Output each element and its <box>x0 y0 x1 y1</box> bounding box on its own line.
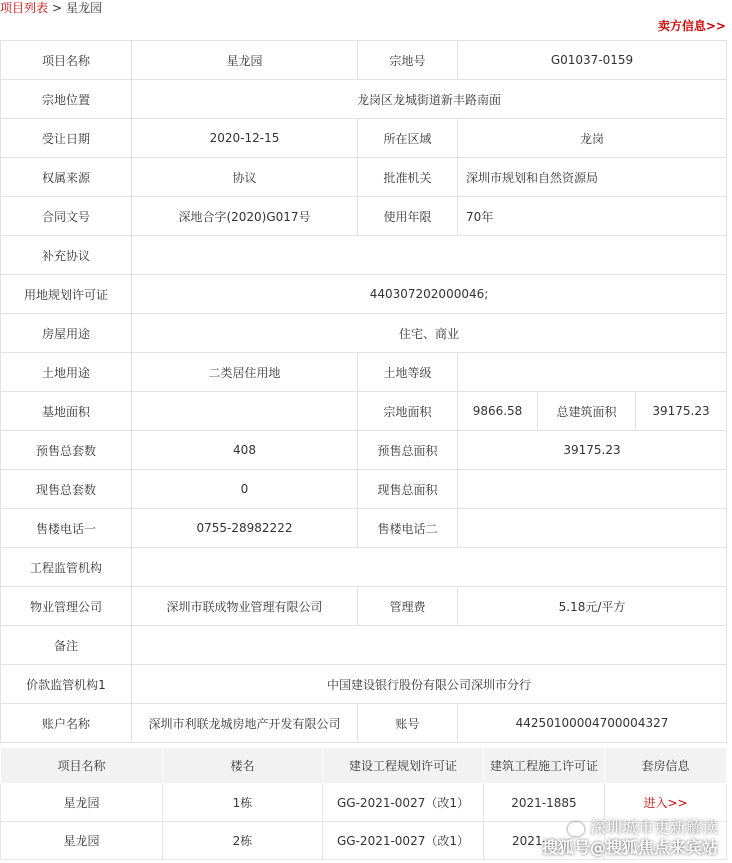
supervision-label: 工程监管机构 <box>1 548 132 587</box>
presale-area-label: 预售总面积 <box>358 431 458 470</box>
land-permit-label: 用地规划许可证 <box>1 275 132 314</box>
project-name-label: 项目名称 <box>1 41 132 80</box>
region-label: 所在区域 <box>358 119 458 158</box>
contract-no-value: 深地合字(2020)G017号 <box>132 197 358 236</box>
price-supervision-label: 价款监管机构1 <box>1 665 132 704</box>
base-area-value <box>132 392 358 431</box>
table-row <box>1 548 727 587</box>
watermark-line2: 搜狐号@搜狐焦点来宾站 <box>541 838 718 857</box>
table-row <box>1 158 727 197</box>
building-project-name: 星龙园 <box>1 822 163 860</box>
housing-use-value: 住宅、商业 <box>132 314 727 353</box>
property-mgmt-label: 物业管理公司 <box>1 587 132 626</box>
table-row <box>1 431 727 470</box>
transfer-date-value: 2020-12-15 <box>132 119 358 158</box>
table-row <box>1 822 727 860</box>
header-building-name: 楼名 <box>163 748 323 784</box>
contract-no-label: 合同文号 <box>1 197 132 236</box>
land-grade-value <box>458 353 727 392</box>
land-grade-label: 土地等级 <box>358 353 458 392</box>
breadcrumb-project-list-link[interactable]: 项目列表 <box>0 1 49 15</box>
parcel-area-label: 宗地面积 <box>358 392 458 431</box>
table-row <box>1 353 727 392</box>
account-no-label: 账号 <box>358 704 458 743</box>
parcel-location-value: 龙岗区龙城街道新丰路南面 <box>132 80 727 119</box>
table-row <box>1 704 727 743</box>
enter-link[interactable]: 进入>> <box>643 796 688 810</box>
ownership-source-label: 权属来源 <box>1 158 132 197</box>
table-row <box>1 392 727 431</box>
seller-info-link[interactable]: 卖方信息>> <box>657 19 726 33</box>
remarks-value <box>132 626 727 665</box>
parcel-location-label: 宗地位置 <box>1 80 132 119</box>
table-row <box>1 275 727 314</box>
table-row <box>1 119 727 158</box>
watermark-line1-text: 深圳城市更新解读 <box>589 818 718 837</box>
breadcrumb-current: 星龙园 <box>66 1 103 15</box>
ownership-source-value: 协议 <box>132 158 358 197</box>
breadcrumb-separator: > <box>52 1 63 15</box>
table-row <box>1 80 727 119</box>
total-floor-area-value: 39175.23 <box>636 392 727 431</box>
construction-permit: 2021-1885 <box>484 784 605 822</box>
base-area-label: 基地面积 <box>1 392 132 431</box>
account-name-value: 深圳市利联龙城房地产开发有限公司 <box>132 704 358 743</box>
table-row <box>1 41 727 80</box>
land-use-label: 土地用途 <box>1 353 132 392</box>
current-area-label: 现售总面积 <box>358 470 458 509</box>
sales-phone2-value <box>458 509 727 548</box>
table-row <box>1 197 727 236</box>
presale-area-value: 39175.23 <box>458 431 727 470</box>
table-row <box>1 509 727 548</box>
table-row <box>1 626 727 665</box>
parcel-no-value: G01037-0159 <box>458 41 727 80</box>
building-name: 1栋 <box>163 784 323 822</box>
parcel-area-value: 9866.58 <box>458 392 538 431</box>
planning-permit: GG-2021-0027（改1） <box>323 784 484 822</box>
use-term-label: 使用年限 <box>358 197 458 236</box>
sales-phone2-label: 售楼电话二 <box>358 509 458 548</box>
total-floor-area-label: 总建筑面积 <box>538 392 636 431</box>
land-use-value: 二类居住用地 <box>132 353 358 392</box>
remarks-label: 备注 <box>1 626 132 665</box>
transfer-date-label: 受让日期 <box>1 119 132 158</box>
header-construction-permit: 建筑工程施工许可证 <box>484 748 605 784</box>
table-row <box>1 470 727 509</box>
sales-phone1-label: 售楼电话一 <box>1 509 132 548</box>
building-list-table <box>0 747 727 860</box>
account-name-label: 账户名称 <box>1 704 132 743</box>
sales-phone1-value: 0755-28982222 <box>132 509 358 548</box>
table-row <box>1 314 727 353</box>
housing-use-label: 房屋用途 <box>1 314 132 353</box>
header-project-name: 项目名称 <box>1 748 163 784</box>
account-no-value: 44250100004700004327 <box>458 704 727 743</box>
presale-units-label: 预售总套数 <box>1 431 132 470</box>
building-project-name: 星龙园 <box>1 784 163 822</box>
table-header-row <box>1 748 727 784</box>
project-name-value: 星龙园 <box>132 41 358 80</box>
current-units-label: 现售总套数 <box>1 470 132 509</box>
supervision-value <box>132 548 727 587</box>
price-supervision-value: 中国建设银行股份有限公司深圳市分行 <box>132 665 727 704</box>
table-row <box>1 236 727 275</box>
supplement-label: 补充协议 <box>1 236 132 275</box>
region-value: 龙岗 <box>458 119 727 158</box>
construction-permit: 2021- <box>484 822 605 860</box>
property-mgmt-value: 深圳市联成物业管理有限公司 <box>132 587 358 626</box>
table-row <box>1 587 727 626</box>
table-row <box>1 784 727 822</box>
current-units-value: 0 <box>132 470 358 509</box>
supplement-value <box>132 236 727 275</box>
approval-authority-value: 深圳市规划和自然资源局 <box>458 158 727 197</box>
mgmt-fee-label: 管理费 <box>358 587 458 626</box>
header-unit-info: 套房信息 <box>605 748 727 784</box>
unit-info-cell <box>605 784 727 822</box>
project-info-table <box>0 40 727 743</box>
breadcrumb <box>0 0 102 18</box>
parcel-no-label: 宗地号 <box>358 41 458 80</box>
approval-authority-label: 批准机关 <box>358 158 458 197</box>
table-row <box>1 665 727 704</box>
unit-info-cell <box>605 822 727 860</box>
presale-units-value: 408 <box>132 431 358 470</box>
header-planning-permit: 建设工程规划许可证 <box>323 748 484 784</box>
current-area-value <box>458 470 727 509</box>
land-permit-value: 440307202000046; <box>132 275 727 314</box>
use-term-value: 70年 <box>458 197 727 236</box>
building-name: 2栋 <box>163 822 323 860</box>
mgmt-fee-value: 5.18元/平方 <box>458 587 727 626</box>
planning-permit: GG-2021-0027（改1） <box>323 822 484 860</box>
